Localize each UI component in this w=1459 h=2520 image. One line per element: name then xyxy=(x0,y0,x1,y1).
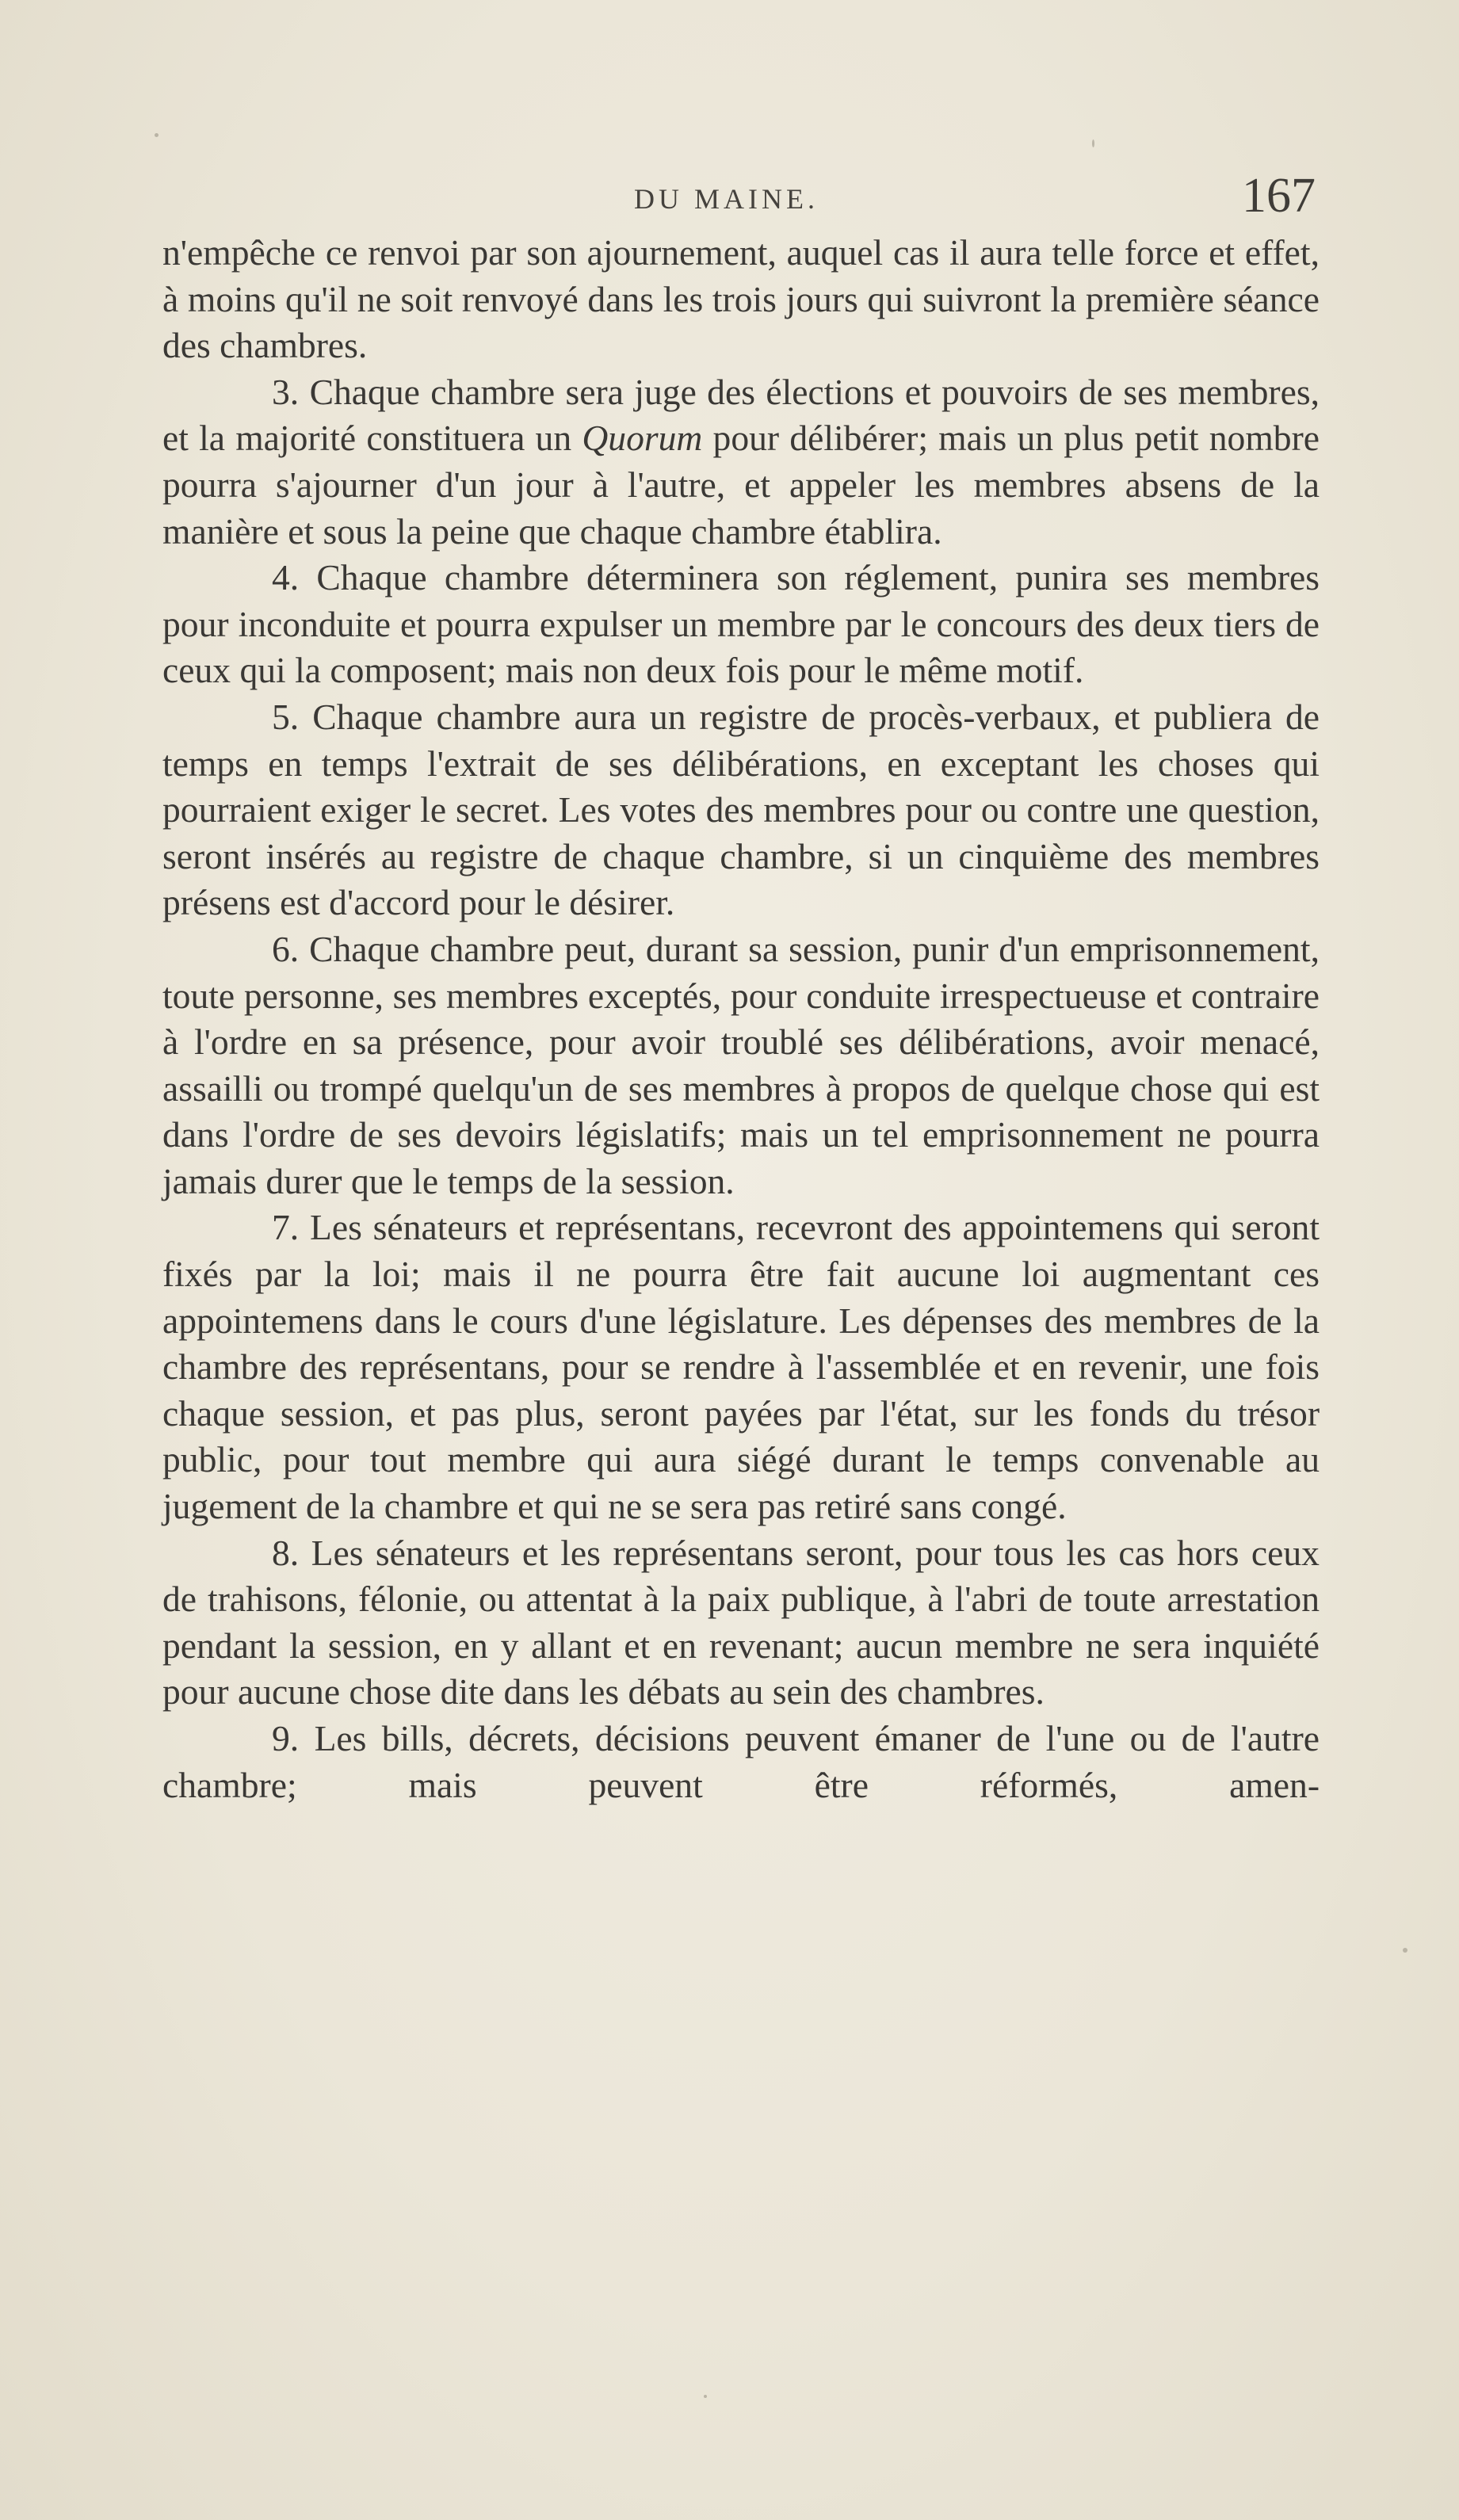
article-number: 9. xyxy=(272,1718,300,1758)
article-number: 8. xyxy=(272,1532,300,1573)
body-text xyxy=(162,230,1320,1808)
article-9 xyxy=(162,1716,1320,1808)
paragraph-text: Les sénateurs et les représentans seront, pour tous les cas hors ceux de trahisons, félonie, ou attentat à la paix publique, à l'abri de toute arrestation pendant la session, en y allant et en revenant; aucun membre ne sera inquiété pour aucune chose dite dans les débats au sein des chambres. xyxy=(162,1532,1320,1712)
article-7 xyxy=(162,1205,1320,1529)
article-number: 6. xyxy=(272,928,300,969)
article-number: 7. xyxy=(272,1207,300,1248)
paragraph-text: Chaque chambre peut, durant sa session, punir d'un emprisonnement, toute personne, ses membres exceptés, pour conduite irrespectueuse et contraire à l'ordre en sa présence, pour avoir troublé ses délibérations, avoir menacé, assailli ou trompé quelqu'un de ses membres à propos de quelque chose qui est dans l'ordre de ses devoirs législatifs; mais un tel emprisonnement ne pourra jamais durer que le temps de la session. xyxy=(162,928,1320,1201)
article-3 xyxy=(162,369,1320,555)
paragraph-text: Les sénateurs et représentans, recevront des appointemens qui seront fixés par la loi; mais il ne pourra être fait aucune loi augmentant ces appointemens dans le cours d'une législature. Les dépenses des membres de la chambre des représentans, pour se rendre à l'assemblée et en revenir, une fois chaque session, et pas plus, seront payées par l'état, sur les fonds du trésor public, pour tout membre qui aura siégé durant le temps convenable au jugement de la chambre et qui ne se sera pas retiré sans congé. xyxy=(162,1207,1320,1527)
paper-speck xyxy=(155,133,159,137)
paragraph-text: Chaque chambre sera juge des élections et pouvoirs de ses membres, et la majorité constituera un xyxy=(162,371,1320,459)
italic-term: Quorum xyxy=(582,418,703,459)
running-head: DU MAINE. xyxy=(634,183,819,215)
article-5 xyxy=(162,694,1320,926)
paragraph-text: pour délibérer; mais un plus petit nombre pourra s'ajourner d'un jour à l'autre, et appeler les membres absens de la manière et sous la peine que chaque chambre établira. xyxy=(162,418,1320,552)
paragraph-text: Chaque chambre aura un registre de procès-verbaux, et publiera de temps en temps l'extrait de ses délibérations, en exceptant les choses qui pourraient exiger le secret. Les votes des membres pour ou contre une question, seront insérés au registre de chaque chambre, si un cinquième des membres présens est d'accord pour le désirer. xyxy=(162,696,1320,923)
page-header xyxy=(159,168,1316,231)
paper-speck xyxy=(1092,139,1094,147)
paragraph-text: Les bills, décrets, décisions peuvent émaner de l'une ou de l'autre chambre; mais peuvent être réformés, amen- xyxy=(162,1718,1320,1805)
paragraph-text: Chaque chambre déterminera son réglement, punira ses membres pour inconduite et pourra expulser un membre par le concours des deux tiers de ceux qui la composent; mais non deux fois pour le même motif. xyxy=(162,557,1320,691)
article-4 xyxy=(162,555,1320,694)
article-number: 3. xyxy=(272,371,300,412)
page-number: 167 xyxy=(1242,169,1316,223)
paragraph-continuation xyxy=(162,230,1320,369)
article-number: 5. xyxy=(272,696,300,737)
article-6 xyxy=(162,926,1320,1205)
article-8 xyxy=(162,1530,1320,1716)
paper-speck xyxy=(704,2395,707,2398)
paper-speck xyxy=(1403,1948,1407,1953)
paragraph-text: n'empêche ce renvoi par son ajournement, auquel cas il aura telle force et effet, à moins qu'il ne soit renvoyé dans les trois jours qui suivront la première séance des chambres. xyxy=(162,232,1320,366)
article-number: 4. xyxy=(272,557,300,598)
